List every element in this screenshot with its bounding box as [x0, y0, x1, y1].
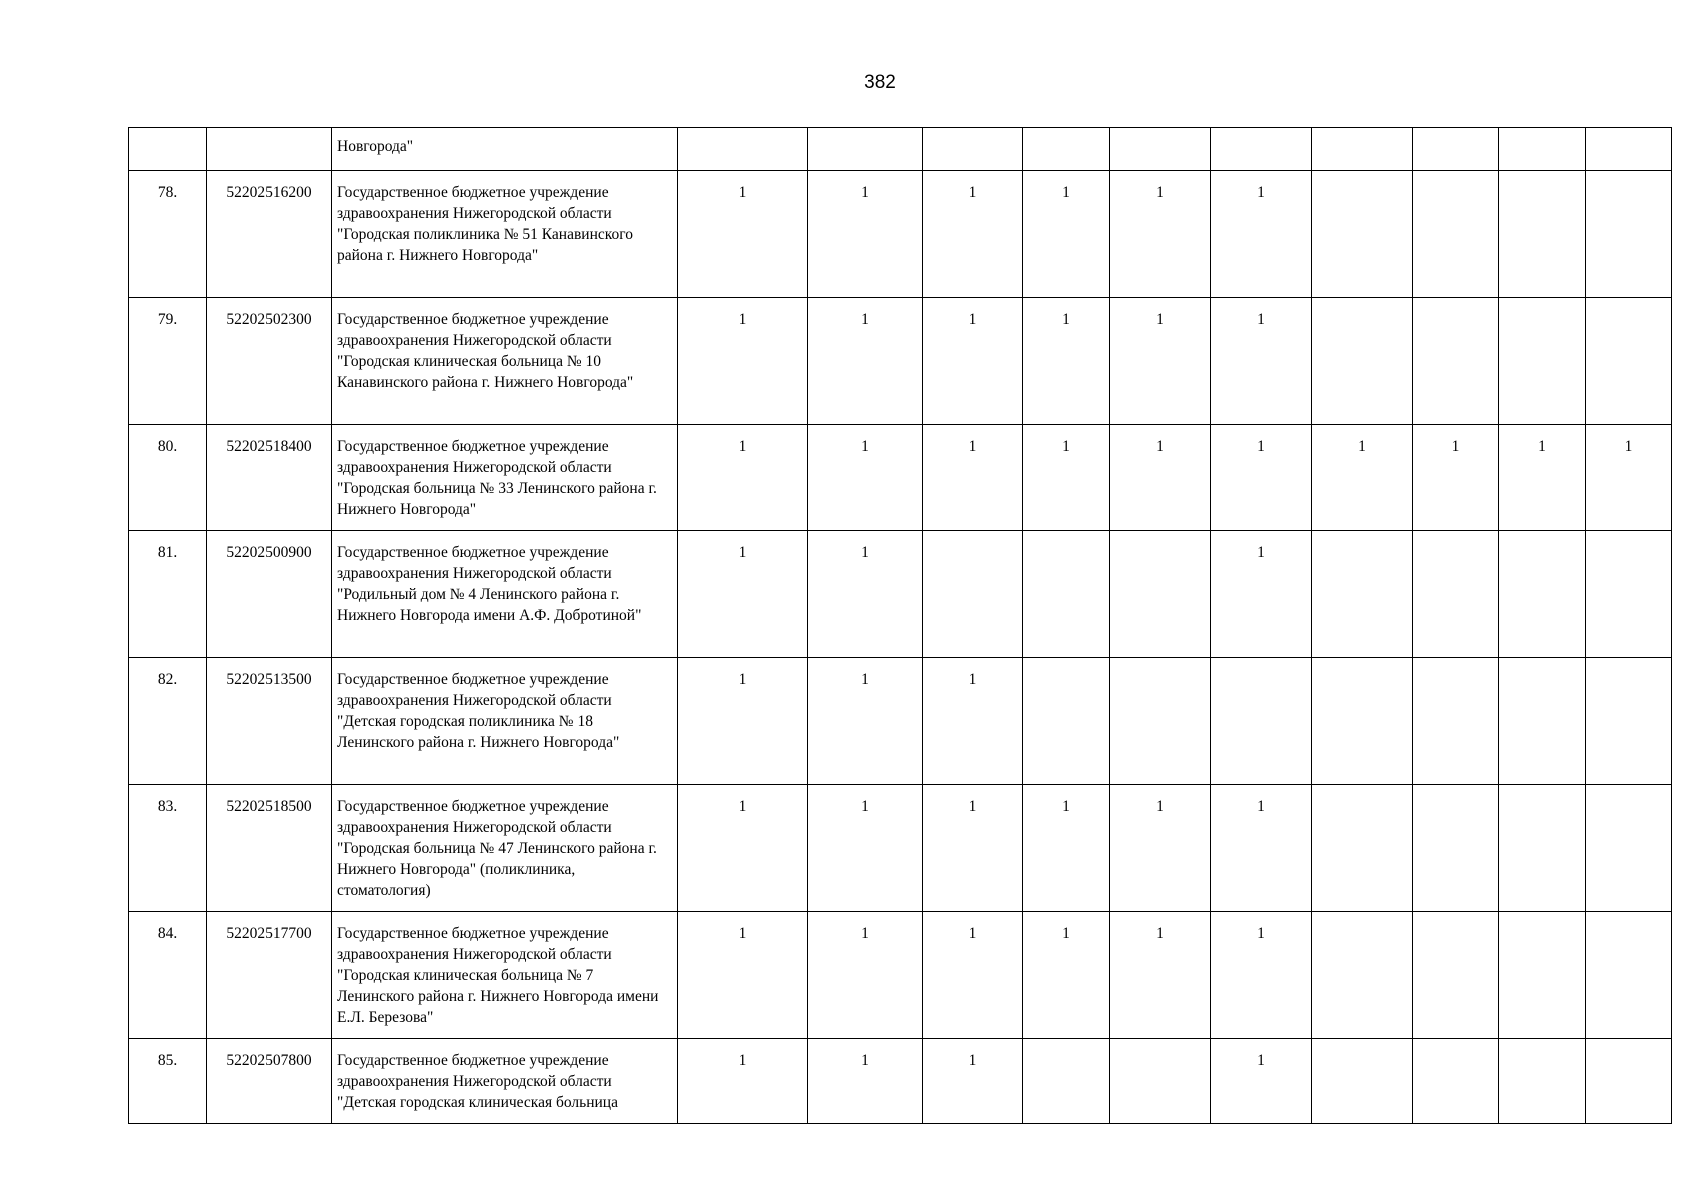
table-row: [129, 658, 1672, 785]
value-cell: [1499, 128, 1586, 171]
value-cell: [1110, 658, 1211, 785]
value-cell: 1: [808, 531, 923, 658]
value-cell: [1499, 531, 1586, 658]
organization-name: Государственное бюджетное учреждение здравоохранения Нижегородской области "Городская поликлиника № 51 Канавинского района г. Нижнего Новгорода": [332, 171, 678, 298]
value-cell: [1586, 785, 1672, 912]
value-cell: [1110, 1039, 1211, 1124]
value-cell: 1: [1023, 785, 1110, 912]
value-cell: [1586, 1039, 1672, 1124]
value-cell: [1413, 531, 1499, 658]
value-cell: 1: [1211, 785, 1312, 912]
organizations-table: [128, 127, 1672, 1124]
value-cell: [1586, 171, 1672, 298]
value-cell: [1413, 171, 1499, 298]
value-cell: [1499, 171, 1586, 298]
organization-code: 52202518500: [207, 785, 332, 912]
organization-code: 52202500900: [207, 531, 332, 658]
value-cell: 1: [678, 171, 808, 298]
value-cell: 1: [808, 912, 923, 1039]
value-cell: 1: [1211, 298, 1312, 425]
value-cell: 1: [923, 912, 1023, 1039]
organization-code: 52202518400: [207, 425, 332, 531]
value-cell: 1: [808, 298, 923, 425]
table-row: [129, 171, 1672, 298]
value-cell: 1: [678, 531, 808, 658]
value-cell: 1: [808, 1039, 923, 1124]
value-cell: 1: [923, 658, 1023, 785]
row-number: 81.: [129, 531, 207, 658]
row-number: 78.: [129, 171, 207, 298]
value-cell: 1: [1023, 912, 1110, 1039]
value-cell: [1413, 298, 1499, 425]
value-cell: 1: [808, 785, 923, 912]
value-cell: 1: [1211, 1039, 1312, 1124]
value-cell: [1023, 128, 1110, 171]
value-cell: [1586, 531, 1672, 658]
organization-code: 52202502300: [207, 298, 332, 425]
page-number: 382: [864, 72, 896, 93]
value-cell: 1: [923, 425, 1023, 531]
num-cell: [129, 128, 207, 171]
value-cell: [1312, 912, 1413, 1039]
value-cell: [1312, 531, 1413, 658]
table-row: [129, 298, 1672, 425]
value-cell: 1: [808, 425, 923, 531]
table-row: [129, 912, 1672, 1039]
value-cell: [1413, 128, 1499, 171]
value-cell: 1: [1110, 785, 1211, 912]
value-cell: [923, 531, 1023, 658]
value-cell: 1: [1413, 425, 1499, 531]
value-cell: 1: [1110, 912, 1211, 1039]
value-cell: 1: [1023, 425, 1110, 531]
table-row: [129, 785, 1672, 912]
value-cell: [1211, 658, 1312, 785]
code-cell: [207, 128, 332, 171]
table-row: [129, 531, 1672, 658]
value-cell: 1: [1110, 425, 1211, 531]
value-cell: [1312, 1039, 1413, 1124]
value-cell: 1: [1023, 171, 1110, 298]
value-cell: [923, 128, 1023, 171]
value-cell: [1499, 785, 1586, 912]
value-cell: [1586, 658, 1672, 785]
value-cell: [1413, 785, 1499, 912]
value-cell: [1499, 1039, 1586, 1124]
row-number: 84.: [129, 912, 207, 1039]
value-cell: [1312, 658, 1413, 785]
organization-code: 52202516200: [207, 171, 332, 298]
value-cell: [1499, 658, 1586, 785]
value-cell: 1: [808, 658, 923, 785]
value-cell: 1: [678, 912, 808, 1039]
organization-name: Государственное бюджетное учреждение здравоохранения Нижегородской области "Детская городская клиническая больница: [332, 1039, 678, 1124]
value-cell: [678, 128, 808, 171]
value-cell: [1413, 912, 1499, 1039]
value-cell: 1: [923, 171, 1023, 298]
value-cell: 1: [1312, 425, 1413, 531]
organization-name: Государственное бюджетное учреждение здравоохранения Нижегородской области "Родильный дом № 4 Ленинского района г. Нижнего Новгорода имени А.Ф. Добротиной": [332, 531, 678, 658]
value-cell: [1110, 531, 1211, 658]
value-cell: [1499, 912, 1586, 1039]
value-cell: [1413, 1039, 1499, 1124]
value-cell: [1499, 298, 1586, 425]
value-cell: [1110, 128, 1211, 171]
value-cell: 1: [678, 298, 808, 425]
value-cell: 1: [1586, 425, 1672, 531]
organization-name: Государственное бюджетное учреждение здравоохранения Нижегородской области "Городская клиническая больница № 10 Канавинского района г. Нижнего Новгорода": [332, 298, 678, 425]
organization-name: Государственное бюджетное учреждение здравоохранения Нижегородской области "Городская больница № 33 Ленинского района г. Нижнего Новгорода": [332, 425, 678, 531]
value-cell: 1: [1023, 298, 1110, 425]
value-cell: 1: [678, 658, 808, 785]
value-cell: 1: [1211, 531, 1312, 658]
value-cell: [1211, 128, 1312, 171]
organization-name: Государственное бюджетное учреждение здравоохранения Нижегородской области "Городская больница № 47 Ленинского района г. Нижнего Новгорода" (поликлиника, стоматология): [332, 785, 678, 912]
organization-code: 52202517700: [207, 912, 332, 1039]
row-number: 85.: [129, 1039, 207, 1124]
value-cell: [1023, 531, 1110, 658]
value-cell: 1: [808, 171, 923, 298]
value-cell: [1312, 785, 1413, 912]
value-cell: [1312, 128, 1413, 171]
row-number: 80.: [129, 425, 207, 531]
value-cell: [1413, 658, 1499, 785]
value-cell: 1: [1110, 298, 1211, 425]
value-cell: [1586, 128, 1672, 171]
value-cell: 1: [678, 785, 808, 912]
continuation-row: [129, 128, 1672, 171]
value-cell: [1586, 912, 1672, 1039]
table-row: [129, 1039, 1672, 1124]
value-cell: 1: [678, 1039, 808, 1124]
value-cell: [1312, 298, 1413, 425]
value-cell: [808, 128, 923, 171]
value-cell: 1: [923, 298, 1023, 425]
value-cell: 1: [1211, 425, 1312, 531]
value-cell: 1: [923, 1039, 1023, 1124]
organization-name: Государственное бюджетное учреждение здравоохранения Нижегородской области "Городская клиническая больница № 7 Ленинского района г. Нижнего Новгорода имени Е.Л. Березова": [332, 912, 678, 1039]
row-number: 82.: [129, 658, 207, 785]
table-row: [129, 425, 1672, 531]
value-cell: 1: [1110, 171, 1211, 298]
table-body: [129, 128, 1672, 1124]
value-cell: [1586, 298, 1672, 425]
value-cell: 1: [1499, 425, 1586, 531]
organization-code: 52202507800: [207, 1039, 332, 1124]
organization-name: Государственное бюджетное учреждение здравоохранения Нижегородской области "Детская городская поликлиника № 18 Ленинского района г. Нижнего Новгорода": [332, 658, 678, 785]
row-number: 79.: [129, 298, 207, 425]
value-cell: 1: [678, 425, 808, 531]
row-number: 83.: [129, 785, 207, 912]
value-cell: 1: [1211, 171, 1312, 298]
value-cell: 1: [1211, 912, 1312, 1039]
value-cell: [1023, 1039, 1110, 1124]
value-cell: [1312, 171, 1413, 298]
organization-code: 52202513500: [207, 658, 332, 785]
continuation-cell: Новгорода": [332, 128, 678, 171]
value-cell: [1023, 658, 1110, 785]
value-cell: 1: [923, 785, 1023, 912]
